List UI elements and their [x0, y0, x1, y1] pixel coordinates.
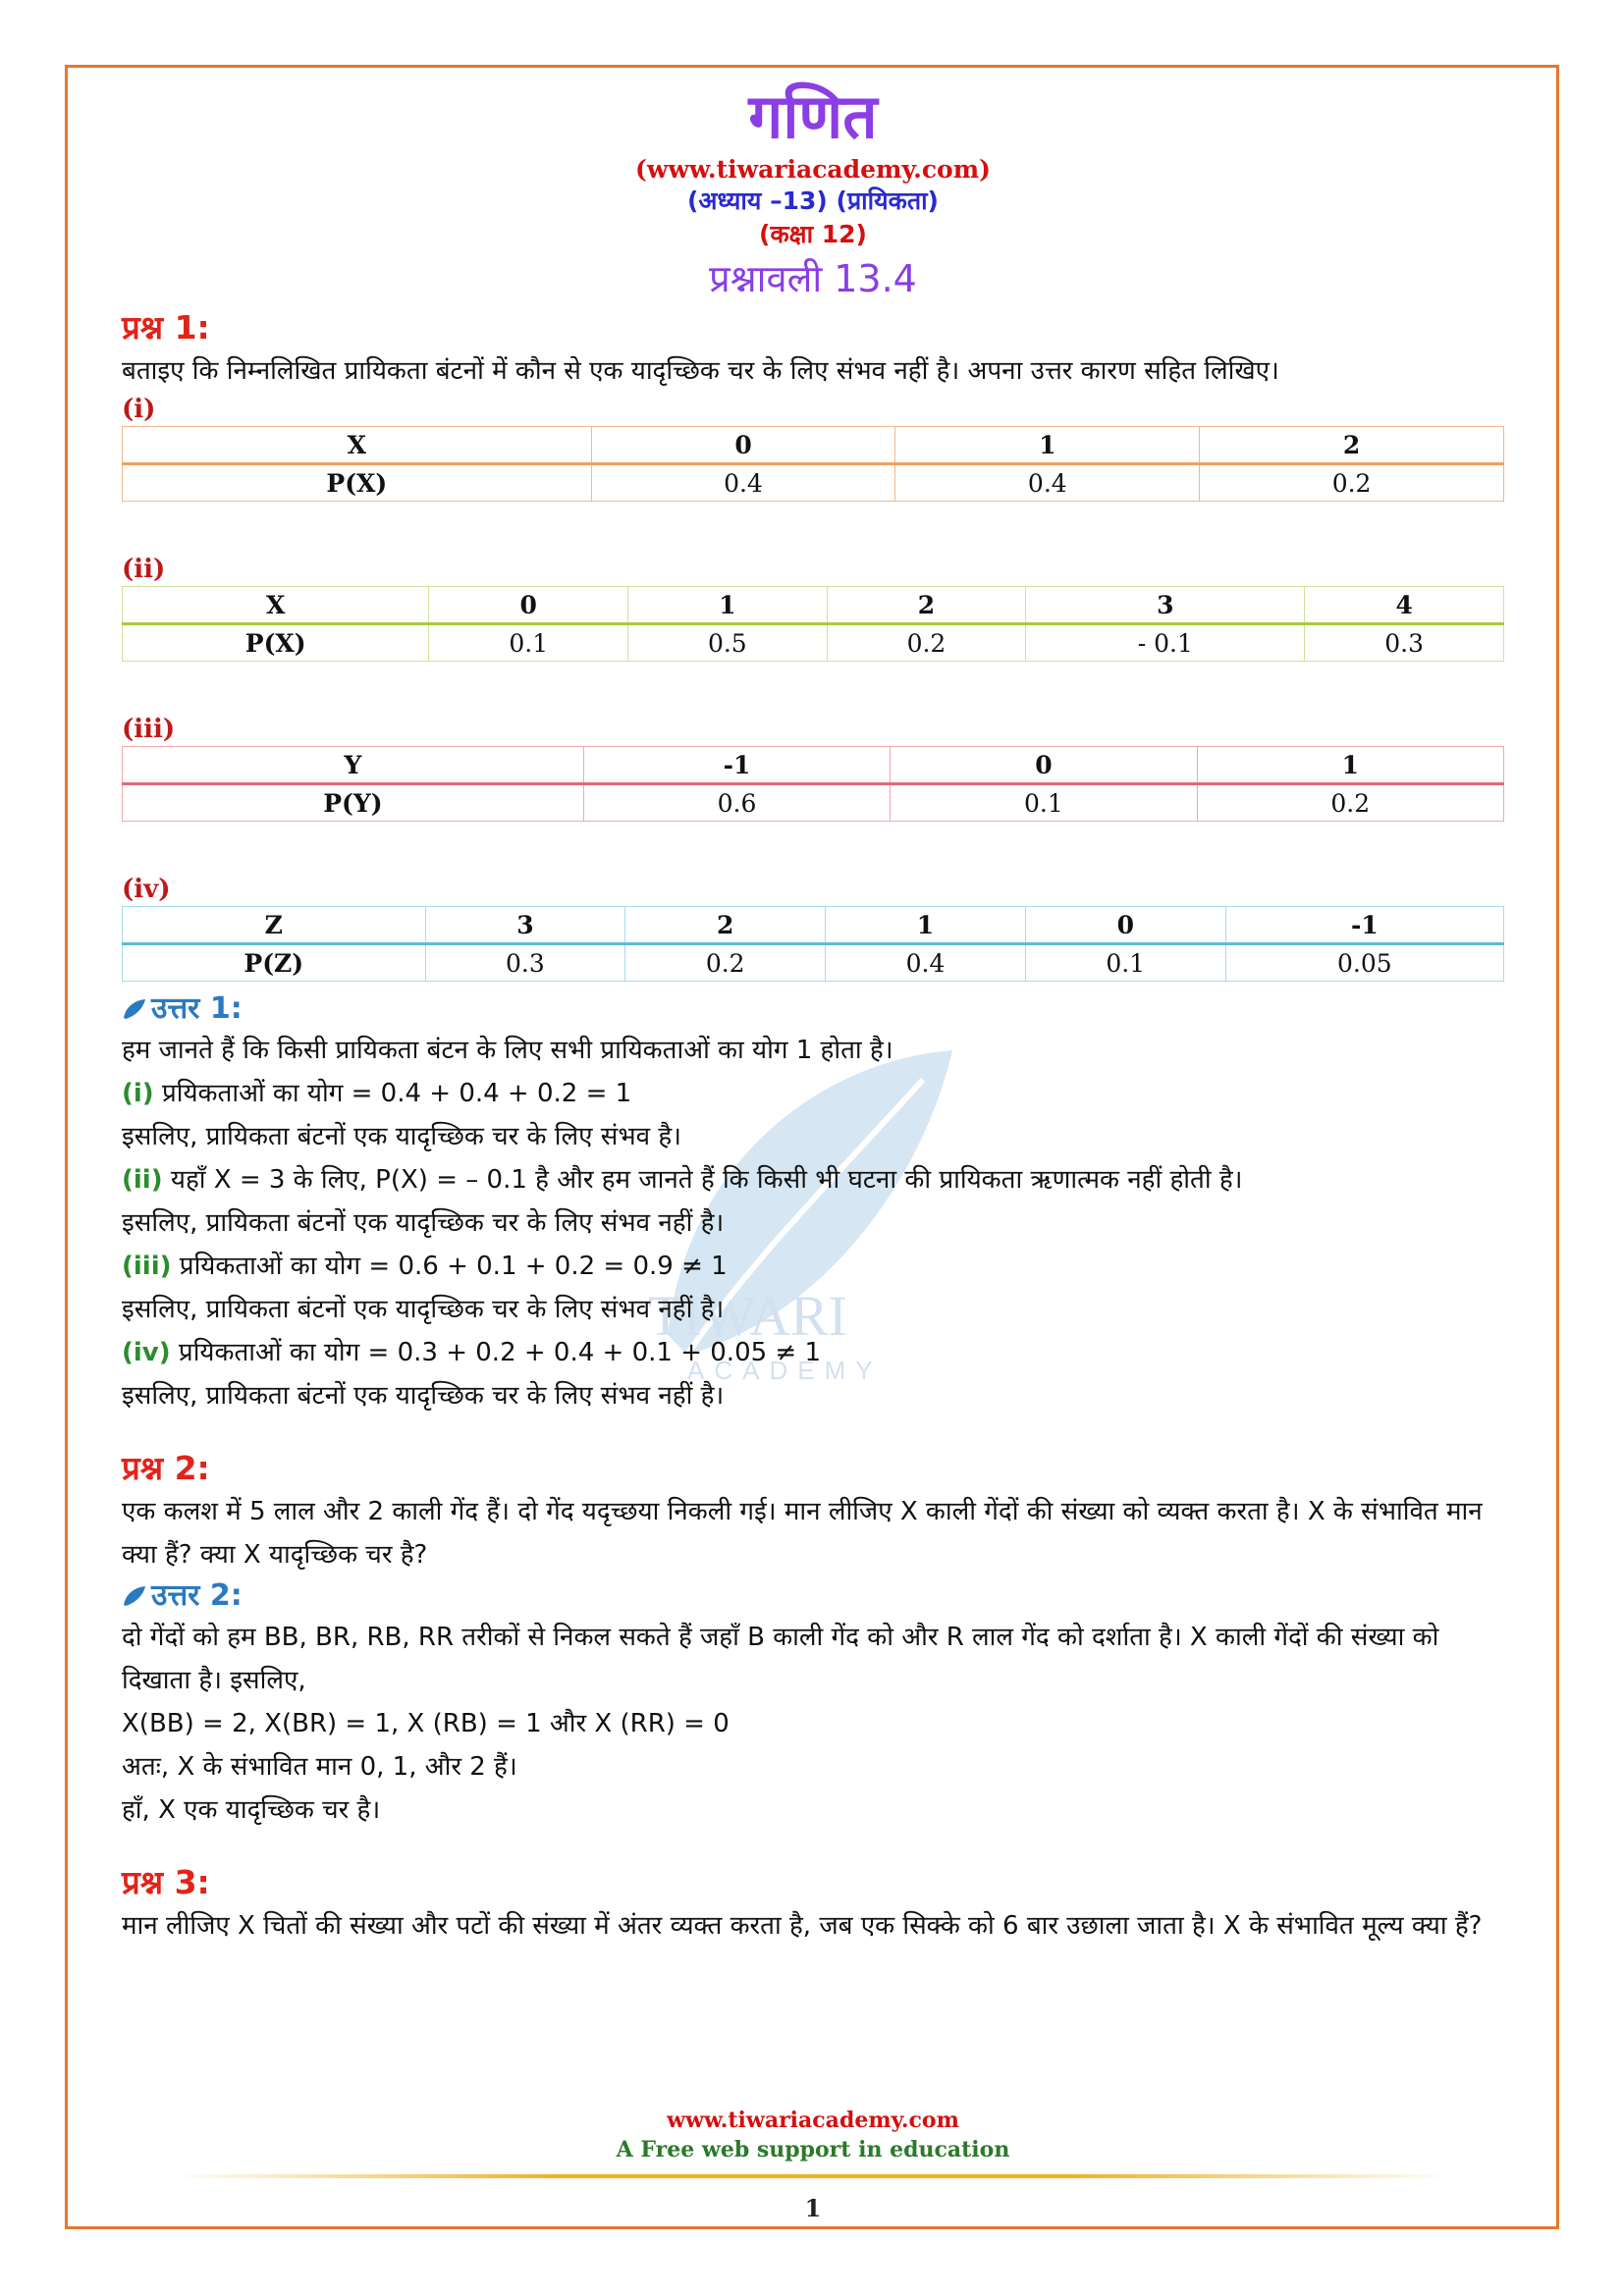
chapter-label: (अध्याय –13) (प्रायिकता) [687, 187, 939, 215]
question-3-heading: प्रश्न 3: [122, 1863, 210, 1901]
table-2-label: (ii) [122, 555, 166, 584]
table-cell: 0 [429, 587, 628, 624]
table-cell: 0.3 [425, 944, 625, 982]
table-cell: P(X) [123, 624, 429, 662]
table-cell: 1 [895, 427, 1200, 464]
answer-2-line: अतः, X के संभावित मान 0, 1, और 2 हैं। [122, 1752, 517, 1782]
table-cell: Y [123, 747, 584, 784]
table-cell: 3 [425, 907, 625, 944]
table-cell: 1 [1197, 747, 1503, 784]
table-cell: 0 [591, 427, 895, 464]
question-2-heading: प्रश्न 2: [122, 1449, 210, 1487]
answer-line-text: यहाँ X = 3 के लिए, P(X) = – 0.1 है और हम जानते हैं कि किसी भी घटना की प्रायिकता ऋणात्मक नहीं होती है। [162, 1165, 1243, 1195]
table-cell: 0.1 [429, 624, 628, 662]
distribution-table-4 [122, 906, 1504, 982]
answer-2-heading: उत्तर 2: [151, 1578, 243, 1613]
table-4-label: (iv) [122, 875, 171, 904]
table-cell: P(Z) [123, 944, 426, 982]
table-cell: 2 [827, 587, 1026, 624]
page-title: गणित [748, 80, 878, 152]
answer-part-tag: (iii) [122, 1252, 172, 1281]
answer-1-line [122, 1201, 1504, 1245]
table-cell: 2 [625, 907, 826, 944]
table-cell: P(Y) [123, 784, 584, 822]
answer-part-tag: (ii) [122, 1165, 163, 1195]
answer-line-text: इसलिए, प्रायिकता बंटनों एक यादृच्छिक चर के लिए संभव है। [122, 1122, 681, 1151]
answer-part-tag: (iv) [122, 1338, 171, 1367]
answer-line-text: प्रयिकताओं का योग = 0.3 + 0.2 + 0.4 + 0.1 + 0.05 ≠ 1 [170, 1338, 822, 1367]
table-3-label: (iii) [122, 715, 176, 744]
answer-line-text: प्रयिकताओं का योग = 0.4 + 0.4 + 0.2 = 1 [153, 1079, 632, 1108]
table-cell: -1 [1225, 907, 1503, 944]
answer-line-text: प्रयिकताओं का योग = 0.6 + 0.1 + 0.2 = 0.9 ≠ 1 [171, 1252, 728, 1281]
answer-1-line [122, 1158, 1504, 1201]
question-3-text: मान लीजिए X चितों की संख्या और पटों की संख्या में अंतर व्यक्त करता है, जब एक सिक्के को 6 बार उछाला जाता है। X के संभावित मूल्य क्या हैं? [122, 1911, 1483, 1941]
answer-2-line: हाँ, X एक यादृच्छिक चर है। [122, 1795, 381, 1825]
table-cell: 0.1 [891, 784, 1197, 822]
table-cell: 0.6 [583, 784, 890, 822]
answer-2-line: X(BB) = 2, X(BR) = 1, X (RB) = 1 और X (RR) = 0 [122, 1709, 730, 1738]
answer-line-text: इसलिए, प्रायिकता बंटनों एक यादृच्छिक चर के लिए संभव नहीं है। [122, 1381, 725, 1411]
table-cell: 0.1 [1025, 944, 1225, 982]
table-cell: P(X) [123, 464, 592, 502]
page-header [122, 79, 1504, 306]
leaf-icon [122, 1585, 147, 1607]
table-cell: 0.2 [625, 944, 826, 982]
table-cell: 0.05 [1225, 944, 1503, 982]
answer-line-text: इसलिए, प्रायिकता बंटनों एक यादृच्छिक चर के लिए संभव नहीं है। [122, 1295, 725, 1324]
table-cell: 0 [891, 747, 1197, 784]
table-cell: 0.4 [826, 944, 1026, 982]
distribution-table-3 [122, 746, 1504, 822]
table-cell: 0 [1025, 907, 1225, 944]
table-cell: X [123, 427, 592, 464]
table-cell: -1 [583, 747, 890, 784]
leaf-icon [122, 998, 147, 1020]
distribution-table-1 [122, 426, 1504, 502]
table-cell: 3 [1026, 587, 1305, 624]
answer-1-line [122, 1115, 1504, 1158]
answer-1-line [122, 1245, 1504, 1288]
table-cell: 1 [826, 907, 1026, 944]
distribution-table-2 [122, 586, 1504, 662]
table-cell: Z [123, 907, 426, 944]
answer-1-heading: उत्तर 1: [151, 991, 243, 1026]
class-label: (कक्षा 12) [759, 220, 867, 248]
answer-1-intro: हम जानते हैं कि किसी प्रायिकता बंटन के लिए सभी प्रायिकताओं का योग 1 होता है। [122, 1036, 893, 1065]
header-website: (www.tiwariacademy.com) [634, 155, 991, 184]
answer-1-heading-row [122, 989, 1504, 1029]
table-cell: 0.5 [628, 624, 828, 662]
answer-2-heading-row [122, 1576, 1504, 1616]
watermark-sub: ACADEMY [687, 1356, 883, 1385]
answer-1-line [122, 1331, 1504, 1374]
table-cell: 2 [1200, 427, 1504, 464]
question-2-text: एक कलश में 5 लाल और 2 काली गेंद हैं। दो गेंद यदृच्छया निकली गई। मान लीजिए X काली गेंदों की संख्या को व्यक्त करता है। X के संभावित मान क्या हैं? क्या X यादृच्छिक चर है? [122, 1497, 1483, 1570]
table-cell: 0.2 [1200, 464, 1504, 502]
watermark-brand: TIWARI [648, 1284, 847, 1348]
footer-tagline: A Free web support in education [616, 2137, 1010, 2163]
answer-1-line [122, 1072, 1504, 1115]
table-cell: 0.4 [895, 464, 1200, 502]
table-cell: 1 [628, 587, 828, 624]
answer-line-text: इसलिए, प्रायिकता बंटनों एक यादृच्छिक चर के लिए संभव नहीं है। [122, 1208, 725, 1238]
table-1-label: (i) [122, 395, 156, 424]
answer-part-tag: (i) [122, 1079, 154, 1108]
table-cell: - 0.1 [1026, 624, 1305, 662]
page-footer [122, 2106, 1504, 2222]
table-cell: 0.4 [591, 464, 895, 502]
table-cell: 0.2 [1197, 784, 1503, 822]
answer-2-line: दो गेंदों को हम BB, BR, RB, RR तरीकों से निकल सकते हैं जहाँ B काली गेंद को और R लाल गेंद को दर्शाता है। X काली गेंदों की संख्या को दिखाता है। इसलिए, [122, 1623, 1439, 1695]
answer-1-line [122, 1288, 1504, 1331]
table-cell: 0.2 [827, 624, 1026, 662]
page-number: 1 [804, 2194, 822, 2222]
question-1-heading: प्रश्न 1: [122, 308, 210, 347]
page-content [122, 79, 1504, 1948]
question-1-text: बताइए कि निम्नलिखित प्रायिकता बंटनों में कौन से एक यादृच्छिक चर के लिए संभव नहीं है। अपना उत्तर कारण सहित लिखिए। [122, 356, 1279, 386]
table-cell: X [123, 587, 429, 624]
footer-website-link[interactable]: www.tiwariacademy.com [667, 2108, 959, 2133]
answer-1-line [122, 1374, 1504, 1417]
footer-divider [175, 2174, 1451, 2178]
table-cell: 4 [1305, 587, 1504, 624]
exercise-title: प्रश्नावली 13.4 [709, 257, 917, 300]
table-cell: 0.3 [1305, 624, 1504, 662]
